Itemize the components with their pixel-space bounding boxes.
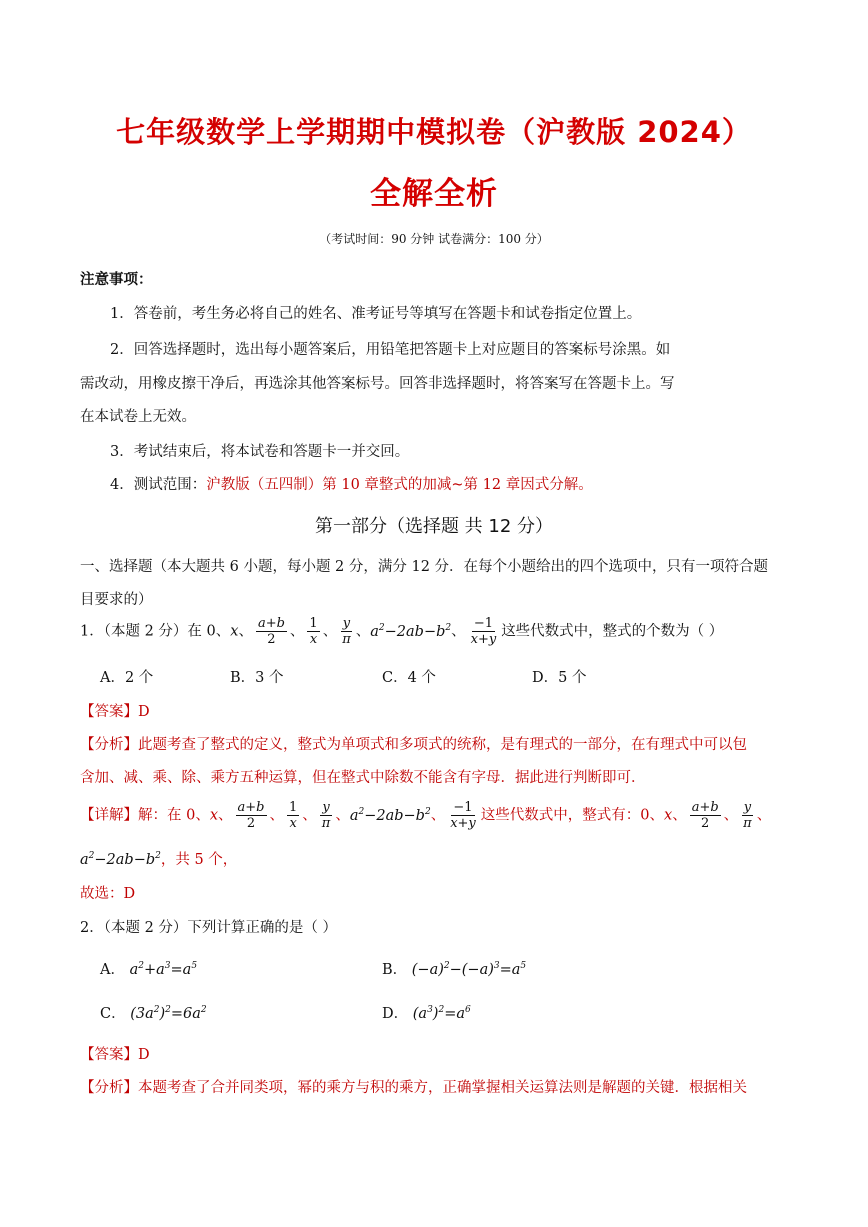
q1-option-a: A．2 个 <box>100 670 154 686</box>
q1-detail-prefix: 解：在 0、 <box>138 807 210 824</box>
q1-stem-suffix: 这些代数式中，整式的个数为（ ） <box>501 623 724 640</box>
note-4-range: 沪教版（五四制）第 10 章整式的加减~第 12 章因式分解。 <box>206 477 593 493</box>
q1-option-c: C．4 个 <box>382 670 436 686</box>
q2-answer-label: 【答案】 <box>80 1047 138 1063</box>
q1-detail-line-2 <box>80 848 237 869</box>
q1-detail-frac-1x: $\frac{1}{x}$ <box>289 800 298 831</box>
q1-answer <box>80 700 150 721</box>
q1-expr-frac-1x: $\frac{1}{x}$ <box>309 616 318 647</box>
q1-expr-frac-neg: $\frac{-1}{x+y}$ <box>470 616 497 647</box>
q1-option-b: B．3 个 <box>230 670 284 686</box>
exam-title: 七年级数学上学期期中模拟卷（沪教版 2024） <box>116 115 752 149</box>
q1-analysis-label: 【分析】 <box>80 737 138 753</box>
note-3: 3．考试结束后，将本试卷和答题卡一并交回。 <box>110 444 410 460</box>
q1-expr-frac-ab: $\frac{a+b}{2}$ <box>257 616 285 647</box>
note-2-line-2: 需改动，用橡皮擦干净后，再选涂其他答案标号。回答非选择题时，将答案写在答题卡上。写 <box>80 376 675 392</box>
q2-answer-value: D <box>138 1047 150 1063</box>
q2-option-c: C． $(3a^2)^2=6a^2$ <box>100 1005 207 1022</box>
q1-detail-end: ，共 5 个， <box>160 852 238 868</box>
q2-analysis-label: 【分析】 <box>80 1080 138 1096</box>
q1-detail-poly: $a^2-2ab-b^2$ <box>349 806 431 824</box>
q1-detail-frac-neg: $\frac{-1}{x+y}$ <box>450 800 476 831</box>
q2-option-d: D． $(a^3)^2=a^6$ <box>382 1005 471 1022</box>
q1-stem-prefix: 1．（本题 2 分）在 0、 <box>80 623 231 640</box>
note-2-line-3: 在本试卷上无效。 <box>80 409 196 425</box>
note-4 <box>110 473 593 494</box>
q1-expr-poly: $a^2-2ab-b^2$ <box>370 622 452 640</box>
q1-analysis-line-2: 含加、减、乘、除、乘方五种运算，但在整式中除数不能含有字母．据此进行判断即可． <box>80 770 646 786</box>
exam-meta: （考试时间：90 分钟 试卷满分：100 分） <box>319 232 549 246</box>
q2-option-b: B． $(-a)^2-(-a)^3=a^5$ <box>382 961 527 978</box>
q1-answer-value: D <box>138 704 150 720</box>
q2-analysis-text: 本题考查了合并同类项，幂的乘方与积的乘方，正确掌握相关运算法则是解题的关键．根据相关 <box>138 1080 747 1096</box>
q1-detail-frac-ab: $\frac{a+b}{2}$ <box>237 800 265 831</box>
q1-detail-x: x <box>209 807 219 824</box>
q2-stem: 2．（本题 2 分）下列计算正确的是（ ） <box>80 920 338 936</box>
q1-detail-frac-ab-2: $\frac{a+b}{2}$ <box>691 800 719 831</box>
q1-detail-mid: 这些代数式中，整式有：0、 <box>480 807 664 824</box>
q1-answer-label: 【答案】 <box>80 704 138 720</box>
q2-analysis <box>80 1076 747 1097</box>
q1-detail-x2: x <box>664 807 673 824</box>
q1-detail-frac-ypi-2: $\frac{y}{\pi}$ <box>743 800 752 831</box>
exam-subtitle: 全解全析 <box>370 176 498 212</box>
q1-stem: 1．（本题 2 分）在 0、x、 $\frac{a+b}{2}$ 、 $\frac{1}{x}$ 、 $\frac{y}{\pi}$ 、$a^2-2ab-b^2$、 $\frac{-1}{x+y}$ 这些代数式中，整式的个数为（ ） <box>80 616 724 647</box>
section-title: 第一部分（选择题 共 12 分） <box>314 516 554 537</box>
q2-option-a: A． $a^2+a^3=a^5$ <box>100 961 198 978</box>
q2-answer <box>80 1043 150 1064</box>
section-intro-line-1: 一、选择题（本大题共 6 小题，每小题 2 分，满分 12 分．在每个小题给出的四个选项中，只有一项符合题 <box>80 559 769 575</box>
q1-analysis-text: 此题考查了整式的定义，整式为单项式和多项式的统称，是有理式的一部分，在有理式中可以包 <box>138 737 747 753</box>
section-intro-line-2: 目要求的） <box>80 592 153 608</box>
q1-detail-frac-ypi: $\frac{y}{\pi}$ <box>321 800 331 831</box>
q1-expr-x: x <box>230 623 239 640</box>
q1-option-d: D．5 个 <box>532 670 587 686</box>
q1-choice: 故选：D <box>80 886 136 902</box>
q1-expr-frac-ypi: $\frac{y}{\pi}$ <box>342 616 351 647</box>
q1-detail-label: 【详解】 <box>80 807 138 824</box>
q1-detail: 【详解】解：在 0、x、 $\frac{a+b}{2}$ 、 $\frac{1}{x}$ 、 $\frac{y}{\pi}$ 、$a^2-2ab-b^2$、 $\frac{-1}{x+y}$ 这些代数式中，整式有：0、x、 $\frac{a+b}{2}$ 、 $\frac{y}{\pi}$ 、 <box>80 800 772 831</box>
note-2-line-1: 2．回答选择题时，选出每小题答案后，用铅笔把答题卡上对应题目的答案标号涂黑。如 <box>110 342 671 358</box>
note-4-prefix: 4．测试范围： <box>110 477 207 493</box>
notes-heading: 注意事项： <box>80 272 153 288</box>
note-1: 1．答卷前，考生务必将自己的姓名、准考证号等填写在答题卡和试卷指定位置上。 <box>110 306 642 322</box>
q1-analysis-line-1 <box>80 733 747 754</box>
q1-detail-poly-2: $a^2-2ab-b^2$ <box>80 851 161 868</box>
